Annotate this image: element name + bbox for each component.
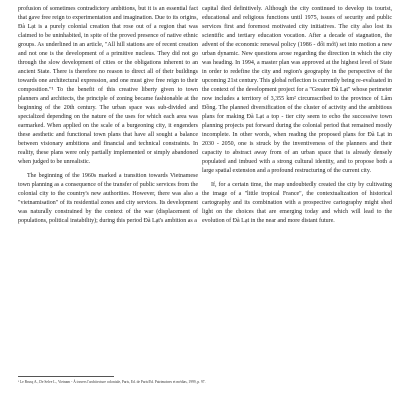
left-paragraph-2: The beginning of the 1960s marked a transition towards Vietnamese town planning as a consequence of the transfer of public services from the colonial city to the country's new authorities. However, there was also a "vietnamisation" of its residential zones and city services. Its development was naturally constrained by the context of the war (displacement of populations, political instability); during this period Đà Lạt's ambition as a [18, 173, 198, 224]
footnote-rule [18, 376, 114, 377]
right-paragraph-2: If, for a certain time, the map undoubtedly created the city by cultivating the image of a "little tropical France", the contextualization of historical cartography and its combination with a prospective cartography might shed light on the choices that are emerging today and which will lead to the evolution of Đà Lạt in the near and more distant future. [202, 182, 392, 224]
left-paragraph-1: profusion of sometimes contradictory ambitions, but it is an essential fact that gave free reign to experimentation and imagination. Due to its origins, Đà Lạt is a purely colonial creation that rose out of a region that was claimed to be uninhabited, in spite of the proved presence of native ethnic groups. As underlined in an article, "All hill stations are of recent creation and not one is the development of a primitive nucleus. They did not go through the slow development of cities or the obligations inherent to an ancient State. There is therefore no reason to direct all of their buildings towards one architectural expression, and one must give free reign to their composition."¹ To the benefit of this creative liberty given to town planners and architects, the principle of zoning became fashionable at the beginning of the 20th century. The urban space was sub-divided and specialized depending on the nature of the uses for which each area was earmarked. When applied on the scale of a burgeoning city, it engenders these aesthetic and functional town plans that have all sought a balance between visionary ambitions and financial and technical constraints. In reality, these plans were only partially implemented or simply abandoned when judged to be unrealistic. [18, 6, 198, 165]
left-text-column [18, 5, 198, 226]
footnote: ¹ Le Brusq A., De Selve L., Vietnam - À travers l'architecture coloniale, Paris, Ed. de Paris/Ed. Patrimoines et médias, 1999, p. 97. [18, 380, 206, 384]
right-text-column [202, 5, 392, 226]
right-paragraph-1: capital died definitively. Although the city continued to develop its tourist, educational and religious functions until 1975, issues of security and public services first and foremost motivated city initiatives. The city also lost its scientific and tertiary education vocation. After a decade of stagnation, the advent of the economic renewal policy (1986 - đổi mới) set into motion a new urban dynamic. New questions arose regarding the direction in which the city was heading. In 1994, a master plan was approved at the highest level of State in order to redefine the city and region's geography in the perspective of the upcoming 21st century. This global reflection is currently being re-evaluated in the context of the development project for a "Greater Đà Lạt" whose perimeter now includes a territory of 3,355 km² circumscribed to the province of Lâm Đồng. The planned diversification of the cluster of activity and the ambitious plans for making Đà Lạt a top - tier city seem to echo the successive town planning projects put forward during the colonial period that remained mostly incomplete. In other words, when reading the proposed plans for Đà Lạt in 2030 - 2050, one is struck by the inventiveness of the planners and their capacity to abstract away from of an urban space that is already densely populated and imbued with a strong cultural identity, and to propose both a large spatial extension and a profound restructuring of the current city. [202, 6, 392, 174]
